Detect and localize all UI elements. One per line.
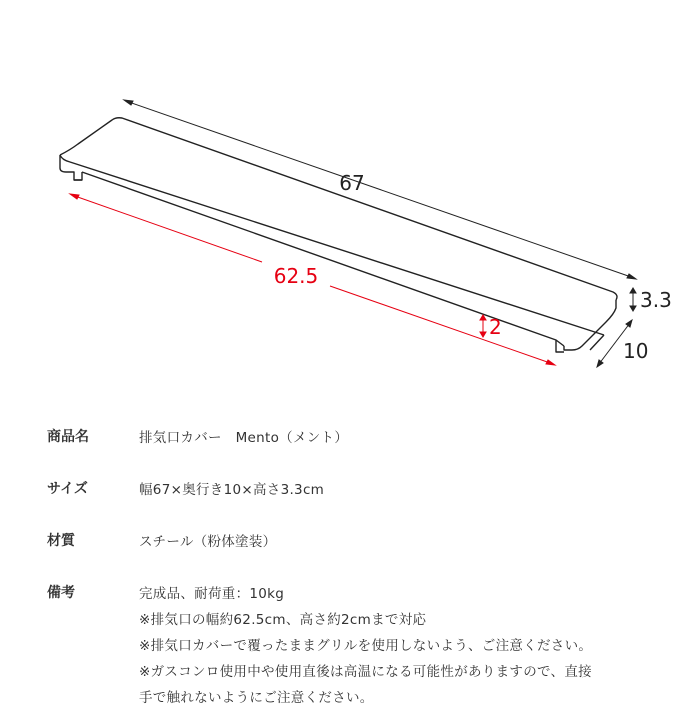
- spec-label-notes: 備考: [47, 585, 75, 601]
- dimension-clearance-label: 2: [489, 315, 502, 339]
- spec-value-size: 幅67×奥行き10×高さ3.3cm: [139, 482, 325, 498]
- spec-value-material: スチール（粉体塗装）: [139, 534, 277, 550]
- spec-note-line: 手で触れないようにご注意ください。: [139, 690, 374, 706]
- dimension-opening-label: 62.5: [273, 264, 319, 288]
- spec-label-material: 材質: [47, 533, 75, 549]
- dimension-height-label: 3.3: [640, 288, 672, 312]
- spec-label-size: サイズ: [47, 481, 88, 497]
- spec-label-product-name: 商品名: [47, 429, 89, 445]
- dimension-depth-label: 10: [623, 339, 649, 363]
- spec-value-product-name: 排気口カバー Mento（メント）: [139, 430, 349, 446]
- spec-note-line: ※排気口の幅約62.5cm、高さ約2cmまで対応: [139, 612, 427, 628]
- spec-note-line: ※排気口カバーで覆ったままグリルを使用しないよう、ご注意ください。: [139, 638, 593, 654]
- spec-note-line: 完成品、耐荷重：10kg: [139, 586, 285, 602]
- spec-note-line: ※ガスコンロ使用中や使用直後は高温になる可能性がありますので、直接: [139, 664, 592, 680]
- dimension-length-label: 67: [339, 171, 365, 195]
